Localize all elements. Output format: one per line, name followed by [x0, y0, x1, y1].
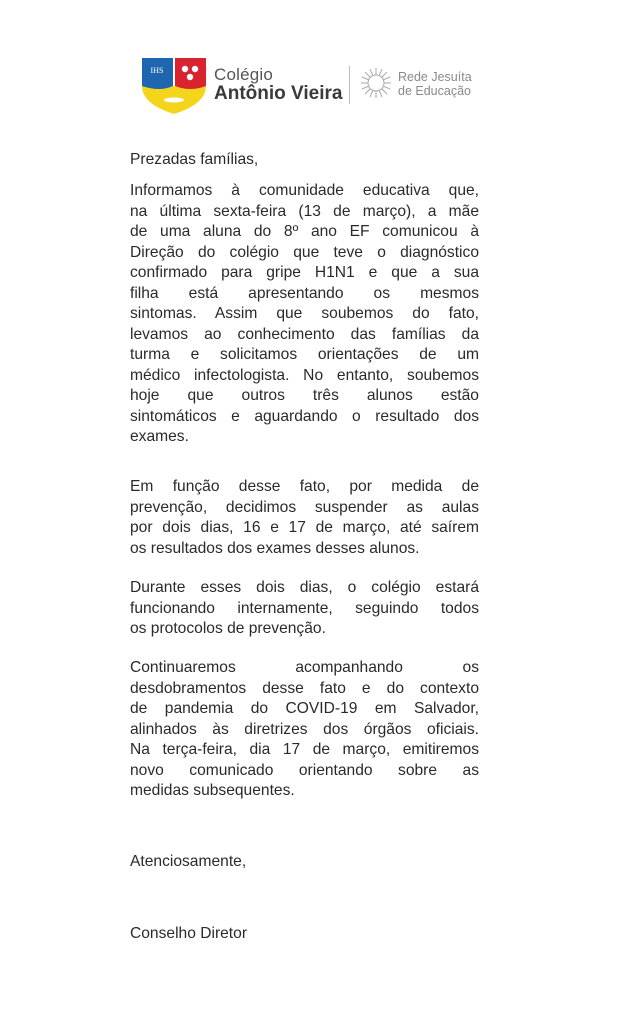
paragraph-line: turma e solicitamos orientações de um — [130, 346, 479, 363]
signature — [130, 924, 479, 945]
paragraph-line: por dois dias, 16 e 17 de março, até saírem — [130, 519, 479, 536]
paragraph-line: prevenção, decidimos suspender as aulas — [130, 498, 479, 516]
svg-text:IHS: IHS — [150, 66, 164, 75]
school-crest-icon — [140, 56, 208, 116]
paragraph-line: alinhados às diretrizes dos órgãos oficiais. — [130, 720, 479, 738]
paragraph-line: desdobramentos desse fato e do contexto — [130, 679, 479, 697]
paragraph-line: os resultados dos exames desses alunos. — [130, 539, 420, 557]
paragraph-4 — [130, 658, 479, 802]
paragraph-line: funcionando internamente, seguindo todos — [130, 599, 479, 617]
paragraph-line: medidas subsequentes. — [130, 782, 295, 799]
greeting-text: Prezadas famílias, — [130, 151, 259, 168]
paragraph-line: novo comunicado orientando sobre as — [130, 761, 479, 779]
network-name-line1: Rede Jesuíta — [398, 70, 472, 84]
school-logo — [140, 56, 480, 116]
school-name-line2: Antônio Vieira — [214, 83, 343, 104]
paragraph-line: Informamos à comunidade educativa que, — [130, 182, 479, 199]
paragraph-line: de pandemia do COVID-19 em Salvador, — [130, 700, 479, 717]
paragraph-line: exames. — [130, 428, 189, 445]
paragraph-line: na última sexta-feira (13 de março), a mãe — [130, 202, 479, 220]
paragraph-line: filha está apresentando os mesmos — [130, 284, 479, 302]
paragraph-line: sintomas. Assim que soubemos do fato, — [130, 305, 479, 322]
paragraph-line: Direção do colégio que teve o diagnóstico — [130, 243, 479, 261]
paragraph-line: Durante esses dois dias, o colégio estará — [130, 579, 479, 596]
paragraph-line: sintomáticos e aguardando o resultado dos — [130, 407, 479, 425]
closing — [130, 852, 479, 873]
paragraph-line: levamos ao conhecimento das famílias da — [130, 325, 479, 343]
closing-text: Atenciosamente, — [130, 853, 247, 870]
paragraph-line: Na terça-feira, dia 17 de março, emitiremos — [130, 741, 479, 758]
paragraph-3 — [130, 578, 479, 640]
paragraph-line: Continuaremos acompanhando os — [130, 659, 479, 676]
paragraph-line: Em função desse fato, por medida de — [130, 478, 479, 495]
paragraph-line: médico infectologista. No entanto, soubemos — [130, 366, 479, 384]
logo-divider — [349, 66, 350, 104]
paragraph-line: hoje que outros três alunos estão — [130, 387, 479, 404]
signature-text: Conselho Diretor — [130, 925, 248, 942]
paragraph-1 — [130, 181, 479, 448]
network-name-line2: de Educação — [398, 84, 471, 98]
paragraph-line: os protocolos de prevenção. — [130, 620, 326, 637]
paragraph-line: confirmado para gripe H1N1 e que a sua — [130, 264, 479, 281]
greeting — [130, 150, 479, 171]
school-name-line1: Colégio — [214, 65, 274, 84]
jesuit-network-sun-icon — [360, 67, 392, 99]
paragraph-line: de uma aluna do 8º ano EF comunicou à — [130, 223, 479, 240]
paragraph-2 — [130, 477, 479, 559]
